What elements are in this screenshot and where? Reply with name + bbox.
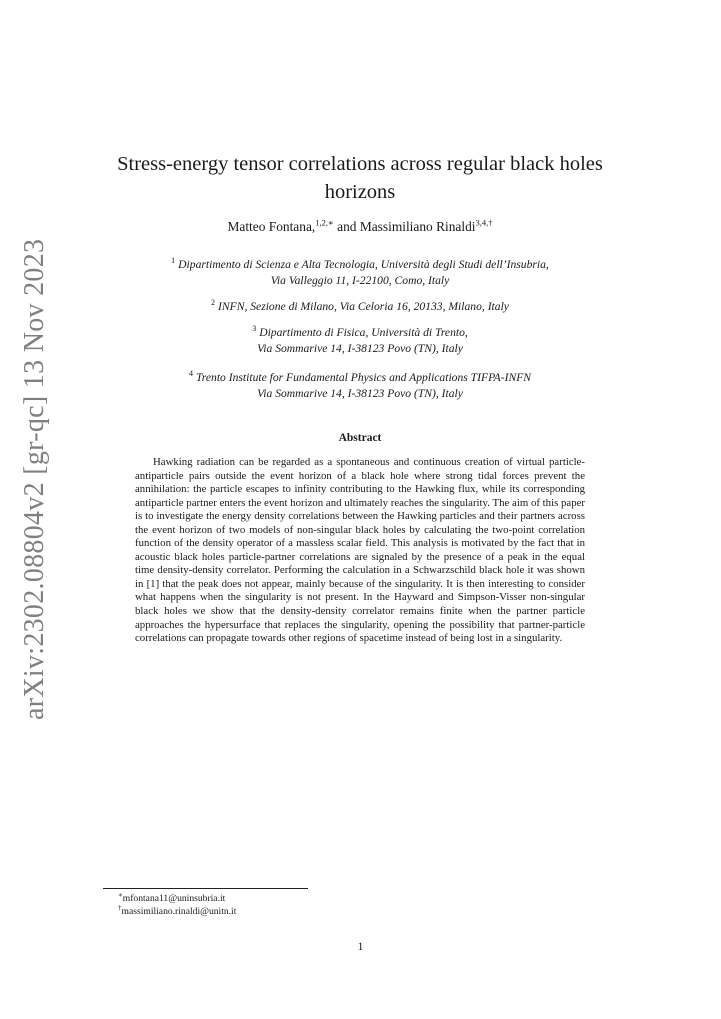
author-affiliation-marks: 3,4,†: [475, 217, 493, 228]
affiliation-4: [100, 370, 620, 401]
affiliation-line: $^2$ INFN, Sezione di Milano, Via Celoria 16, 20133, Milano, Italy: [211, 298, 509, 313]
affiliation-2: [100, 299, 620, 315]
affiliation-line: Via Valleggio 11, I-22100, Como, Italy: [270, 273, 450, 287]
footnote-marker: †: [118, 903, 122, 912]
author-line: [100, 218, 620, 236]
affiliation-line: Via Sommarive 14, I-38123 Povo (TN), Italy: [257, 341, 463, 355]
footnote-email: mfontana11@uninsubria.it: [122, 893, 226, 904]
page-number: 1: [357, 941, 364, 953]
abstract-text: Hawking radiation can be regarded as a spontaneous and continuous creation of virtual particle-antiparticle pairs outside the event horizon of a black hole where strong tidal forces prevent the annihilation: the particle escapes to infinity contributing to the Hawking flux, while its corresponding antiparticle partner enters the event horizon and ultimately reaches the singularity. The aim of this paper is to investigate the energy density correlations between the Hawking particles and their partners across the event horizon of two models of non-singular black holes by calculating the two-point correlation function of the density operator of a massless scalar field. This analysis is motivated by the fact that in acoustic black holes particle-partner correlations are signaled by the presence of a peak in the equal time density-density correlator. Performing the calculation in a Schwarzschild black hole it was shown in [1] that the peak does not appear, mainly because of the singularity. It is then interesting to consider what happens when the singularity is not present. In the Hayward and Simpson-Visser non-singular black holes we show that the density-density correlator remains finite when the partner particle approaches the hypersurface that replaces the singularity, opening the possibility that partner-particle correlations can propagate towards other regions of spacetime instead of being lost in a singularity.: [135, 456, 585, 645]
affiliation-marker: 3: [252, 324, 257, 334]
arxiv-identifier-stamp: arXiv:2302.08804v2 [gr-qc] 13 Nov 2023: [19, 238, 50, 720]
affiliation-marker: 2: [211, 298, 216, 308]
affiliation-line: $^1$ Dipartimento di Scienza e Alta Tecnologia, Università degli Studi dell’Insubria,: [171, 256, 549, 271]
affiliation-line: Via Sommarive 14, I-38123 Povo (TN), Italy: [257, 386, 463, 400]
affiliation-line: $^4$ Trento Institute for Fundamental Physics and Applications TIFPA-INFN: [188, 369, 532, 384]
author-affiliation-marks: 1,2,∗: [315, 217, 334, 228]
affiliation-line: $^3$ Dipartimento di Fisica, Università di Trento,: [252, 324, 468, 339]
footnote-1: [118, 890, 226, 905]
author-name: Massimiliano Rinaldi: [359, 219, 476, 234]
affiliation-3: [100, 325, 620, 356]
affiliation-1: [100, 257, 620, 288]
affiliation-marker: 1: [171, 256, 176, 266]
footnote-2: [118, 903, 237, 918]
footnote-divider: [103, 888, 308, 889]
abstract-heading: Abstract: [338, 432, 382, 444]
author-name: Matteo Fontana,: [227, 219, 316, 234]
paper-title: Stress-energy tensor correlations across regular black holes horizons: [117, 153, 603, 203]
footnote-email: massimiliano.rinaldi@unitn.it: [121, 906, 237, 917]
affiliation-marker: 4: [188, 369, 193, 379]
footnote-marker: ∗: [118, 890, 123, 899]
author-conjunction: and: [337, 219, 357, 234]
